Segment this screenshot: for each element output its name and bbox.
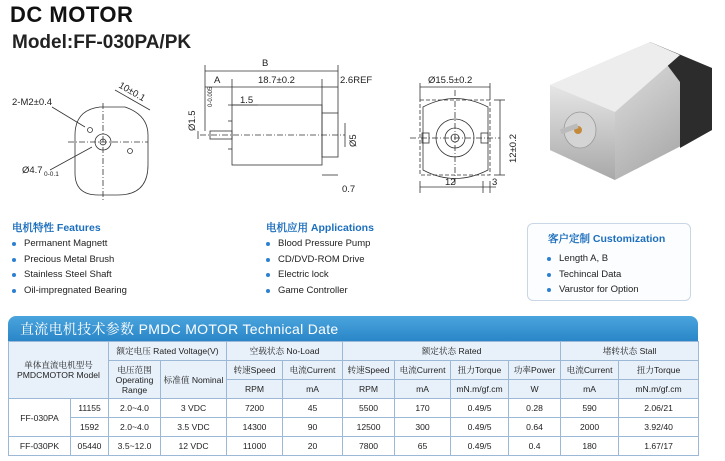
header-current: 电流Current: [395, 361, 451, 380]
cell-code: 11155: [71, 399, 109, 418]
cell-code: 1592: [71, 418, 109, 437]
header-torque: 扭力Torque: [451, 361, 509, 380]
cell-nl-speed: 11000: [227, 437, 283, 456]
list-item: Length A, B: [545, 251, 639, 267]
cell-r-speed: 12500: [343, 418, 395, 437]
cell-s-current: 590: [561, 399, 619, 418]
header-rated-voltage: 额定电压 Rated Voltage(V): [109, 342, 227, 361]
technical-drawing: [0, 55, 520, 205]
model-number: Model:FF-030PA/PK: [12, 32, 192, 53]
unit-rpm: RPM: [343, 380, 395, 399]
list-item: Stainless Steel Shaft: [10, 267, 127, 283]
dim-2-6ref: 2.6REF: [340, 75, 373, 86]
cell-r-current: 65: [395, 437, 451, 456]
cell-r-torque: 0.49/5: [451, 399, 509, 418]
table-row: [9, 437, 699, 456]
cell-range: 3.5~12.0: [109, 437, 161, 456]
cell-code: 05440: [71, 437, 109, 456]
unit-rpm: RPM: [227, 380, 283, 399]
dim-12-v: 12±0.2: [508, 134, 519, 163]
dim-10: 10±0.1: [116, 80, 148, 105]
applications-list: [264, 236, 370, 298]
cell-nl-current: 45: [283, 399, 343, 418]
customization-box: [527, 223, 691, 301]
cell-model: FF-030PK: [9, 437, 71, 456]
header-model: 单体直流电机型号 PMDCMOTOR Model: [9, 342, 109, 399]
dim-4-7: Ø4.7: [22, 165, 43, 176]
cell-nl-current: 90: [283, 418, 343, 437]
spec-table: [8, 341, 699, 456]
page-title: DC MOTOR: [10, 2, 134, 27]
dim-m2: 2-M2±0.4: [12, 97, 53, 108]
dim-b: B: [262, 58, 269, 69]
cell-r-power: 0.4: [509, 437, 561, 456]
dim-a: A: [214, 75, 221, 86]
cell-nominal: 12 VDC: [161, 437, 227, 456]
features-list: [10, 236, 127, 298]
list-item: Oil-impregnated Bearing: [10, 283, 127, 299]
cell-nominal: 3 VDC: [161, 399, 227, 418]
table-header-row: [9, 342, 699, 361]
dim-shaft: Ø1.5: [187, 110, 198, 131]
cell-r-power: 0.28: [509, 399, 561, 418]
dim-3: 3: [492, 177, 498, 188]
dim-shaft-tol: 0-0.005: [208, 86, 214, 107]
cell-r-torque: 0.49/5: [451, 437, 509, 456]
cell-r-current: 170: [395, 399, 451, 418]
list-item: Precious Metal Brush: [10, 252, 127, 268]
unit-ma: mA: [283, 380, 343, 399]
list-item: Permanent Magnett: [10, 236, 127, 252]
header-noload: 空载状态 No-Load: [227, 342, 343, 361]
cell-s-torque: 2.06/21: [619, 399, 699, 418]
list-item: Blood Pressure Pump: [264, 236, 370, 252]
cell-r-torque: 0.49/5: [451, 418, 509, 437]
header-current: 电流Current: [283, 361, 343, 380]
dim-18-7: 18.7±0.2: [258, 75, 295, 86]
list-item: Game Controller: [264, 283, 370, 299]
list-item: Electric lock: [264, 267, 370, 283]
header-current: 电流Current: [561, 361, 619, 380]
customization-list: [545, 251, 639, 298]
table-row: [9, 399, 699, 418]
unit-w: W: [509, 380, 561, 399]
dim-1-5: 1.5: [240, 95, 254, 106]
cell-r-speed: 5500: [343, 399, 395, 418]
header-rated: 额定状态 Rated: [343, 342, 561, 361]
dim-12-h: 12: [445, 177, 456, 188]
cell-nl-speed: 14300: [227, 418, 283, 437]
dim-15-5: Ø15.5±0.2: [428, 75, 473, 86]
dim-4-7-tol: 0-0.1: [44, 171, 59, 178]
cell-nominal: 3.5 VDC: [161, 418, 227, 437]
unit-ma: mA: [561, 380, 619, 399]
header-nominal: 标准值 Nominal: [161, 361, 227, 399]
table-banner: [8, 316, 698, 341]
table-row: [9, 418, 699, 437]
unit-ma: mA: [395, 380, 451, 399]
unit-torque: mN.m/gf.cm: [619, 380, 699, 399]
customization-heading: 客户定制 Customization: [548, 233, 666, 245]
header-speed: 转速Speed: [343, 361, 395, 380]
list-item: Techincal Data: [545, 267, 639, 283]
cell-r-current: 300: [395, 418, 451, 437]
header-stall: 堵转状态 Stall: [561, 342, 699, 361]
cell-s-current: 2000: [561, 418, 619, 437]
header-torque: 扭力Torque: [619, 361, 699, 380]
table-title: 直流电机技术参数 PMDC MOTOR Technical Date: [20, 321, 339, 337]
dim-0-7: 0.7: [342, 184, 356, 195]
dim-5: Ø5: [348, 134, 359, 147]
motor-photo: [530, 30, 725, 190]
unit-torque: mN.m/gf.cm: [451, 380, 509, 399]
features-heading: 电机特性 Features: [12, 222, 101, 234]
header-speed: 转速Speed: [227, 361, 283, 380]
cell-nl-speed: 7200: [227, 399, 283, 418]
cell-s-current: 180: [561, 437, 619, 456]
cell-r-speed: 7800: [343, 437, 395, 456]
list-item: Varustor for Option: [545, 282, 639, 298]
table-header-row: [9, 361, 699, 380]
cell-range: 2.0~4.0: [109, 418, 161, 437]
cell-nl-current: 20: [283, 437, 343, 456]
cell-model: FF-030PA: [9, 399, 71, 437]
end-cap-outline: [75, 107, 148, 195]
cell-s-torque: 1.67/17: [619, 437, 699, 456]
list-item: CD/DVD-ROM Drive: [264, 252, 370, 268]
header-power: 功率Power: [509, 361, 561, 380]
applications-heading: 电机应用 Applications: [266, 222, 374, 234]
header-range: 电压范围 Operating Range: [109, 361, 161, 399]
cell-s-torque: 3.92/40: [619, 418, 699, 437]
cell-r-power: 0.64: [509, 418, 561, 437]
cell-range: 2.0~4.0: [109, 399, 161, 418]
